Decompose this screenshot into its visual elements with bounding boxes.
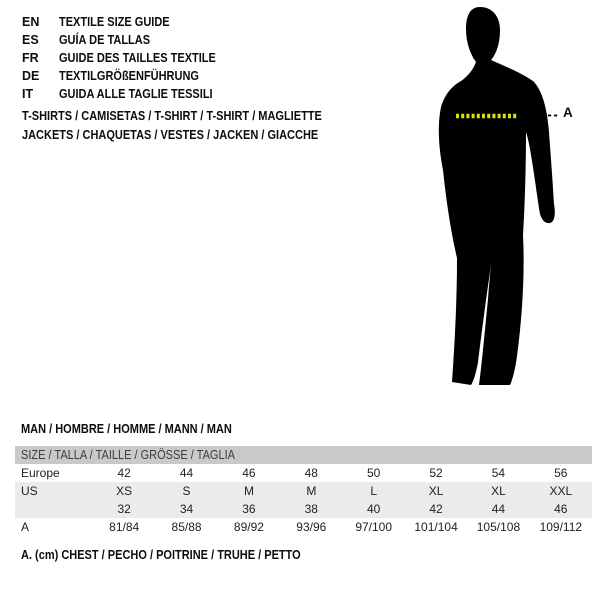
size-cell: 81/84 — [109, 520, 140, 534]
language-row — [22, 67, 237, 85]
size-cell: L — [370, 484, 378, 498]
size-cell: XL — [428, 484, 444, 498]
size-cell: 101/104 — [414, 520, 458, 534]
size-cell: 44 — [179, 466, 194, 480]
language-code: EN — [22, 15, 40, 29]
size-cell: XS — [116, 484, 133, 498]
size-cell: 50 — [367, 466, 381, 480]
size-cell: 42 — [429, 502, 443, 516]
size-cell: M — [243, 484, 254, 498]
language-row — [22, 49, 237, 67]
size-cell: 97/100 — [355, 520, 393, 534]
language-row — [22, 85, 237, 103]
size-cell: 42 — [117, 466, 131, 480]
garment-line-jackets: JACKETS / CHAQUETAS / VESTES / JACKEN / GIACCHE — [22, 127, 319, 142]
garment-types — [22, 109, 363, 146]
size-cell: XXL — [549, 484, 573, 498]
size-cell: 40 — [367, 502, 381, 516]
language-code: FR — [22, 51, 39, 65]
size-cell: 32 — [117, 502, 131, 516]
size-cell: 56 — [554, 466, 568, 480]
chest-measure-label: A — [563, 105, 573, 120]
size-cell: 54 — [491, 466, 506, 480]
size-cell: XL — [491, 484, 506, 498]
size-cell: 85/88 — [171, 520, 202, 534]
language-row — [22, 13, 237, 31]
size-cell: 46 — [242, 466, 256, 480]
size-cell: 34 — [179, 502, 194, 516]
size-cell: 89/92 — [233, 520, 264, 534]
table-row-europe — [15, 464, 592, 482]
language-title: GUIDE DES TAILLES TEXTILE — [59, 51, 216, 65]
language-code: ES — [22, 33, 39, 47]
size-cell: 93/96 — [296, 520, 327, 534]
size-table-header-row — [15, 446, 592, 464]
section-title-man: MAN / HOMBRE / HOMME / MANN / MAN — [21, 422, 232, 436]
man-silhouette — [400, 4, 580, 394]
language-code: IT — [22, 87, 34, 101]
row-label: Europe — [21, 466, 60, 480]
language-code: DE — [22, 69, 40, 83]
size-table-header: SIZE / TALLA / TAILLE / GRÖSSE / TAGLIA — [15, 446, 592, 464]
size-cell: 105/108 — [476, 520, 521, 534]
man-silhouette-figure — [400, 4, 580, 394]
size-cell: M — [306, 484, 317, 498]
language-title: TEXTILE SIZE GUIDE — [59, 15, 170, 29]
table-row-chest-cm — [15, 518, 592, 536]
language-title: TEXTILGRÖßENFÜHRUNG — [59, 69, 199, 83]
row-label — [15, 500, 93, 518]
language-title: GUIDA ALLE TAGLIE TESSILI — [59, 87, 213, 101]
table-row-numeric — [15, 500, 592, 518]
size-cell: 36 — [242, 502, 256, 516]
table-row-us — [15, 482, 592, 500]
language-title: GUÍA DE TALLAS — [59, 33, 151, 47]
garment-line-tshirts: T-SHIRTS / CAMISETAS / T-SHIRT / T-SHIRT / MAGLIETTE — [22, 109, 322, 123]
man-silhouette-shape — [439, 7, 555, 385]
language-row — [22, 31, 237, 49]
size-cell: 109/112 — [539, 520, 583, 534]
size-cell: S — [182, 484, 191, 498]
language-list — [22, 13, 237, 103]
row-label: US — [21, 484, 38, 498]
size-cell: 38 — [304, 502, 318, 516]
size-cell: 48 — [304, 466, 318, 480]
size-cell: 44 — [491, 502, 506, 516]
size-cell: 52 — [429, 466, 443, 480]
size-cell: 46 — [554, 502, 568, 516]
measurement-footnote: A. (cm) CHEST / PECHO / POITRINE / TRUHE / PETTO — [21, 548, 301, 562]
row-label: A — [21, 520, 30, 534]
size-table — [15, 446, 592, 536]
